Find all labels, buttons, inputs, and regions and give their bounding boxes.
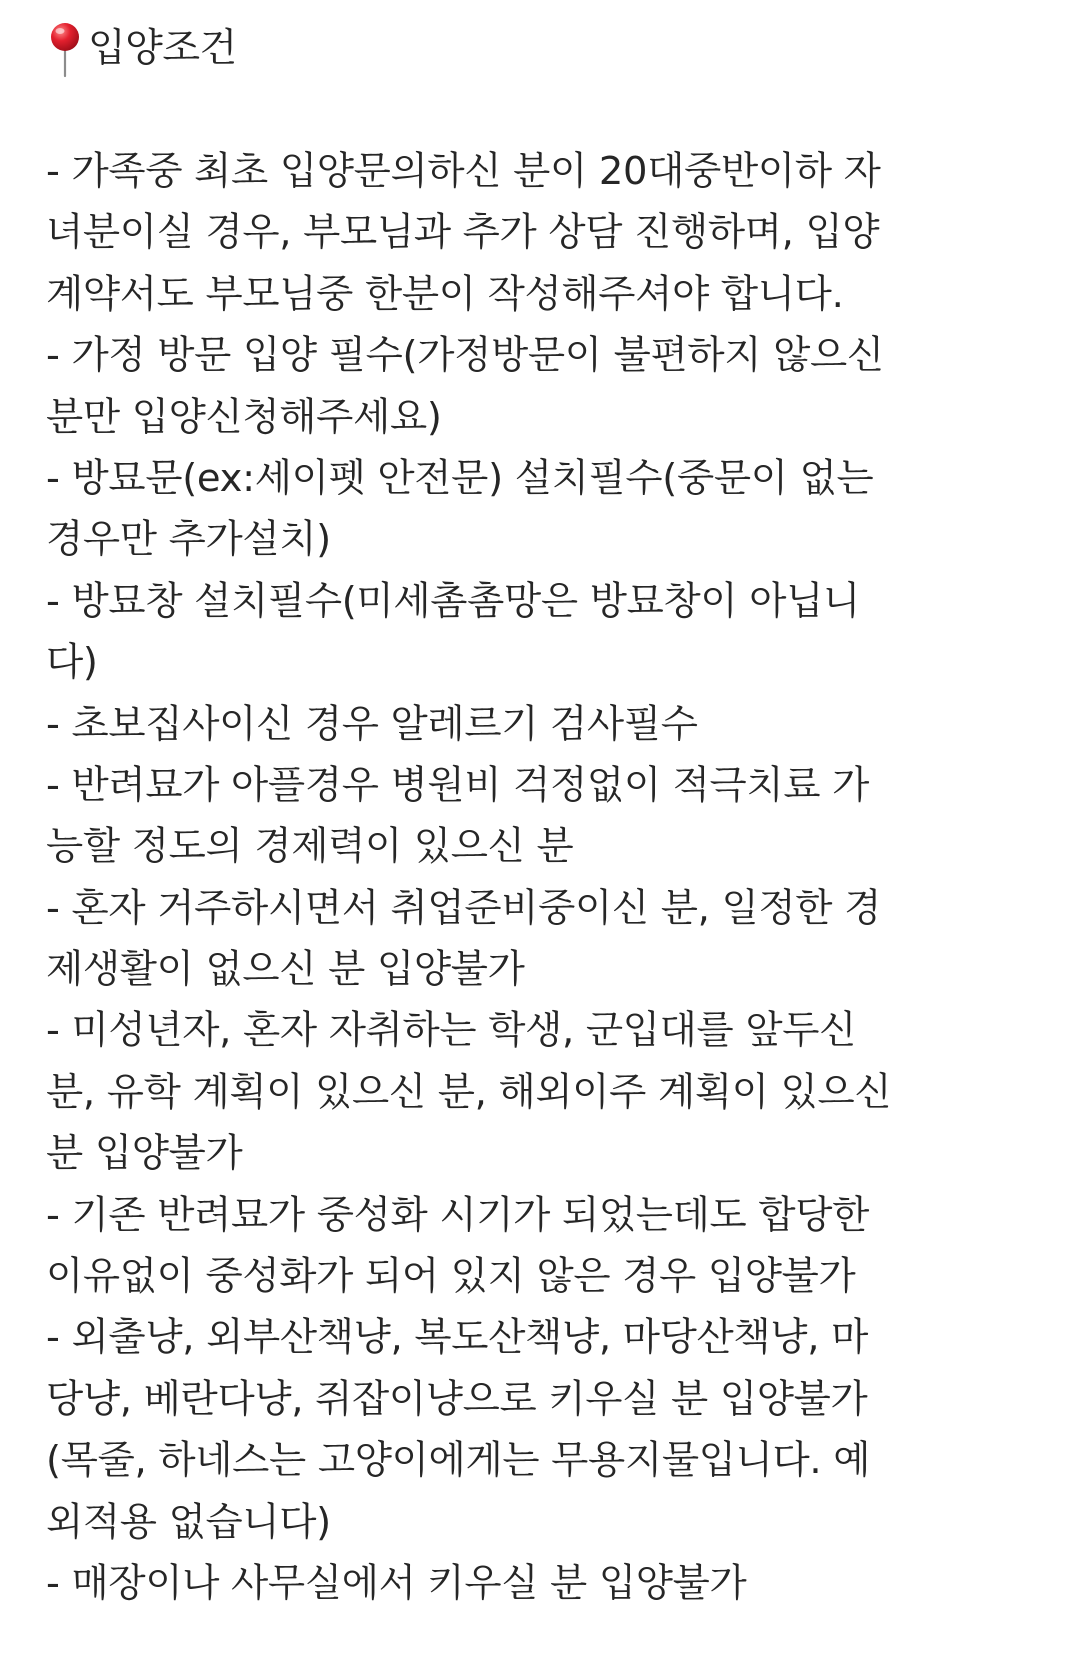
text-line: - 미성년자, 혼자 자취하는 학생, 군입대를 앞두신 — [46, 1008, 857, 1054]
text-line: 제생활이 없으신 분 입양불가 — [46, 947, 525, 993]
text-line: - 초보집사이신 경우 알레르기 검사필수 — [46, 701, 698, 747]
pushpin-icon — [46, 20, 84, 78]
page-title: 입양조건 — [88, 26, 237, 71]
text-line: 계약서도 부모님중 한분이 작성해주셔야 합니다. — [46, 271, 844, 317]
text-line: - 가족중 최초 입양문의하신 분이 20대중반이하 자 — [46, 149, 881, 194]
text-line: - 가정 방문 입양 필수(가정방문이 불편하지 않으신 — [46, 333, 884, 379]
text-line: - 혼자 거주하시면서 취업준비중이신 분, 일정한 경 — [46, 885, 881, 931]
text-line: 분 입양불가 — [46, 1131, 243, 1177]
title-row — [46, 14, 1050, 84]
text-line: 경우만 추가설치) — [46, 517, 331, 563]
text-line: 분만 입양신청해주세요) — [46, 394, 442, 440]
text-line: 녀분이실 경우, 부모님과 추가 상담 진행하며, 입양 — [46, 210, 880, 256]
text-line: - 매장이나 사무실에서 키우실 분 입양불가 — [46, 1560, 747, 1606]
text-line: - 기존 반려묘가 중성화 시기가 되었는데도 합당한 — [46, 1192, 870, 1238]
text-line: - 외출냥, 외부산책냥, 복도산책냥, 마당산책냥, 마 — [46, 1315, 868, 1361]
text-line: 외적용 없습니다) — [46, 1499, 331, 1545]
text-line: - 방묘문(ex:세이펫 안전문) 설치필수(중문이 없는 — [46, 455, 874, 501]
text-line: 다) — [46, 640, 98, 686]
text-line: (목줄, 하네스는 고양이에게는 무용지물입니다. 예 — [46, 1438, 871, 1484]
text-line: 당냥, 베란다냥, 쥐잡이냥으로 키우실 분 입양불가 — [46, 1376, 868, 1422]
text-line: - 방묘창 설치필수(미세촘촘망은 방묘창이 아닙니 — [46, 578, 860, 624]
text-line: - 반려묘가 아플경우 병원비 걱정없이 적극치료 가 — [46, 762, 870, 808]
conditions-text — [46, 141, 1050, 1614]
text-line: 분, 유학 계획이 있으신 분, 해외이주 계획이 있으신 — [46, 1069, 892, 1115]
text-line: 능할 정도의 경제력이 있으신 분 — [46, 824, 574, 870]
text-line: 이유없이 중성화가 되어 있지 않은 경우 입양불가 — [46, 1254, 856, 1300]
spacer — [46, 84, 1050, 141]
